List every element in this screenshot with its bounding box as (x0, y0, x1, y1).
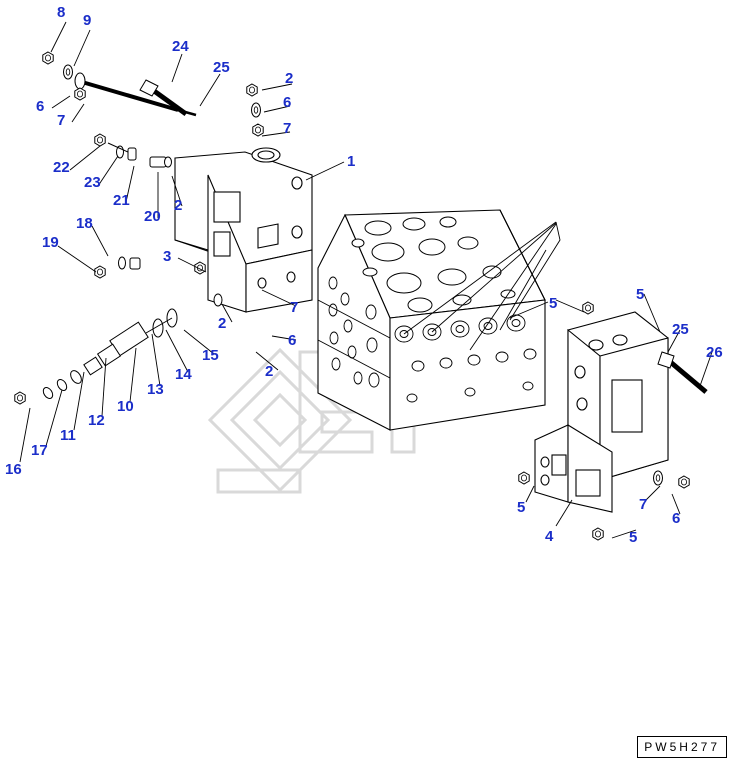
callout-13: 13 (147, 381, 164, 398)
callout-6-c: 6 (288, 332, 297, 349)
callout-18: 18 (76, 215, 93, 232)
callout-23: 23 (84, 174, 101, 191)
callout-21: 21 (113, 192, 130, 209)
callout-14: 14 (175, 366, 192, 383)
callout-5-d: 5 (629, 529, 638, 546)
callout-6-d: 6 (672, 510, 681, 527)
callout-7-c: 7 (290, 299, 299, 316)
callout-24: 24 (172, 38, 189, 55)
callout-25: 25 (213, 59, 230, 76)
callout-2-a: 2 (285, 70, 294, 87)
callout-5-c: 5 (517, 499, 526, 516)
callout-5-b: 5 (636, 286, 645, 303)
callout-4: 4 (545, 528, 554, 545)
callout-10: 10 (117, 398, 134, 415)
callout-7-d: 7 (639, 496, 648, 513)
callout-2-b: 2 (174, 197, 183, 214)
callout-22: 22 (53, 159, 70, 176)
part-number-code: PW5H277 (637, 736, 727, 758)
callout-20: 20 (144, 208, 161, 225)
callout-26: 26 (706, 344, 723, 361)
callout-19: 19 (42, 234, 59, 251)
callout-5-a: 5 (549, 295, 558, 312)
callout-8: 8 (57, 4, 66, 21)
fastener-stack-top-right (247, 84, 263, 136)
right-valve-section (535, 312, 668, 512)
bolt-25-top (140, 80, 186, 114)
callout-11: 11 (60, 427, 76, 444)
callout-25-b: 25 (672, 321, 689, 338)
callout-2-c: 2 (218, 315, 227, 332)
callout-7-b: 7 (283, 120, 292, 137)
callout-7-a: 7 (57, 112, 66, 129)
callout-6-a: 6 (36, 98, 45, 115)
callout-17: 17 (31, 442, 48, 459)
callout-2-d: 2 (265, 363, 274, 380)
callout-3: 3 (163, 248, 172, 265)
callout-12: 12 (88, 412, 105, 429)
callout-9: 9 (83, 12, 92, 29)
callout-1: 1 (347, 153, 356, 170)
callout-16: 16 (5, 461, 22, 478)
left-valve-section (175, 148, 312, 312)
callout-15: 15 (202, 347, 219, 364)
callout-6-b: 6 (283, 94, 292, 111)
